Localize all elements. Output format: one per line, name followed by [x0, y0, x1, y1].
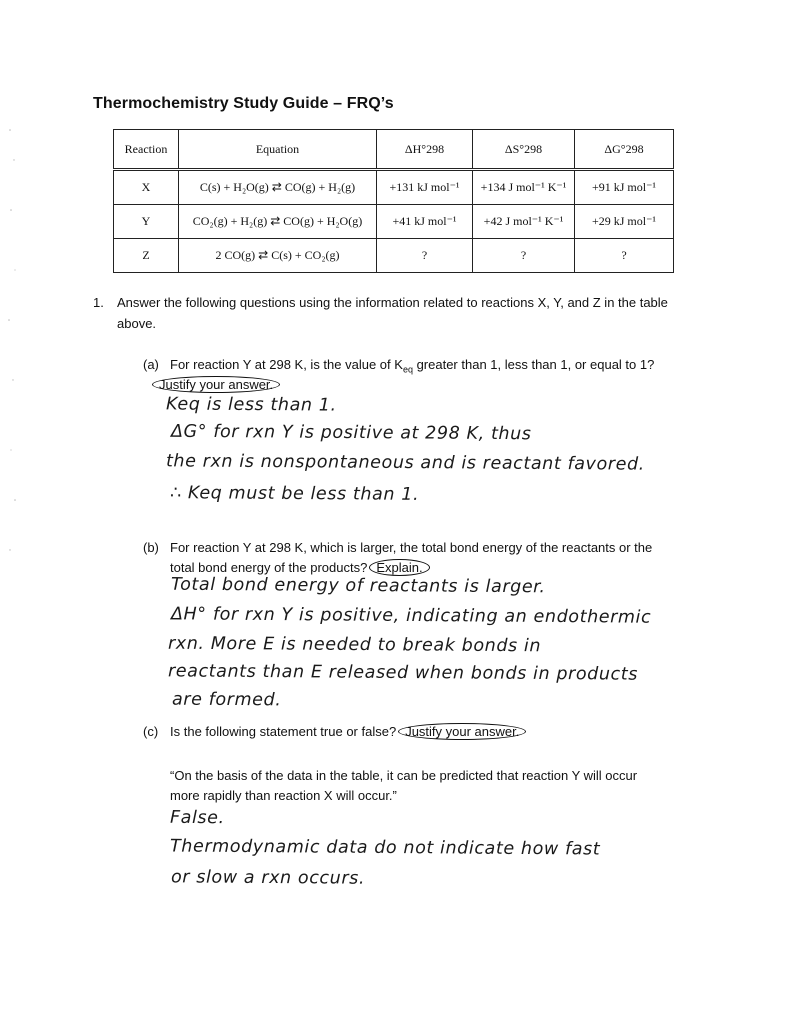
- scan-speckle: [6, 120, 20, 620]
- answer-c-line: Thermodynamic data do not indicate how fast: [169, 836, 601, 860]
- part-a-prompt: [150, 374, 280, 395]
- table-row: [114, 170, 674, 205]
- answer-b-line: are formed.: [171, 689, 282, 711]
- cell-delta-s: +42 J mol⁻¹ K⁻¹: [473, 205, 575, 239]
- answer-b-line: Total bond energy of reactants is larger.: [170, 574, 546, 598]
- answer-a-line: ∴ Keq must be less than 1.: [169, 483, 420, 505]
- table-row: [114, 205, 674, 239]
- justify-oval: Justify your answer.: [152, 376, 280, 393]
- part-a-text-tail: greater than 1, less than 1, or equal to 1?: [412, 357, 655, 372]
- cell-equation: 2 CO(g) ⇄ C(s) + CO₂(g): [179, 239, 377, 273]
- cell-delta-g: +29 kJ mol⁻¹: [575, 205, 674, 239]
- header-delta-g: ΔG°298: [575, 130, 674, 170]
- question-text: Answer the following questions using the information related to reactions X, Y, and Z in the table above.: [117, 295, 668, 331]
- cell-delta-h: +41 kJ mol⁻¹: [377, 205, 473, 239]
- answer-c-line: False.: [169, 807, 225, 829]
- justify-oval: Justify your answer.: [398, 723, 526, 740]
- answer-b-line: ΔH° for rxn Y is positive, indicating an endothermic: [170, 604, 652, 628]
- header-delta-s: ΔS°298: [473, 130, 575, 170]
- keq-subscript: eq: [402, 364, 413, 375]
- question-number: 1.: [93, 295, 104, 310]
- part-a-text: For reaction Y at 298 K, is the value of K: [170, 357, 403, 372]
- quote-line: more rapidly than reaction X will occur.”: [170, 788, 397, 803]
- quote-line: “On the basis of the data in the table, it can be predicted that reaction Y will occur: [170, 768, 638, 783]
- part-b-line1: For reaction Y at 298 K, which is larger, the total bond energy of the reactants or the: [170, 540, 653, 555]
- cell-delta-g: +91 kJ mol⁻¹: [575, 170, 674, 205]
- header-reaction: Reaction: [114, 130, 179, 170]
- answer-b-line: rxn. More E is needed to break bonds in: [167, 633, 542, 657]
- explain-oval: Explain.: [369, 559, 429, 576]
- answer-c-line: or slow a rxn occurs.: [170, 867, 366, 889]
- part-b-line2-text: total bond energy of the products?: [170, 560, 368, 575]
- cell-reaction: X: [114, 170, 179, 205]
- table-header-row: [114, 130, 674, 170]
- part-c-label: (c): [143, 724, 159, 739]
- part-b-label: (b): [143, 540, 159, 555]
- header-delta-h: ΔH°298: [377, 130, 473, 170]
- cell-equation: C(s) + H₂O(g) ⇄ CO(g) + H₂(g): [179, 170, 377, 205]
- page-title: Thermochemistry Study Guide – FRQ’s: [93, 95, 394, 112]
- answer-a-line: the rxn is nonspontaneous and is reactant favored.: [165, 451, 645, 475]
- part-c-question: [170, 721, 526, 742]
- header-equation: Equation: [179, 130, 377, 170]
- cell-delta-h: ?: [377, 239, 473, 273]
- thermo-data-table: [113, 129, 674, 273]
- answer-a-line: Keq is less than 1.: [165, 394, 337, 416]
- cell-reaction: Y: [114, 205, 179, 239]
- answer-a-line: ΔG° for rxn Y is positive at 298 K, thus: [170, 421, 532, 445]
- part-c-text: Is the following statement true or false?: [170, 724, 397, 739]
- cell-delta-g: ?: [575, 239, 674, 273]
- answer-b-line: reactants than E released when bonds in products: [167, 661, 639, 685]
- part-a-label: (a): [143, 357, 159, 372]
- cell-reaction: Z: [114, 239, 179, 273]
- cell-delta-s: ?: [473, 239, 575, 273]
- table-row: [114, 239, 674, 273]
- cell-delta-h: +131 kJ mol⁻¹: [377, 170, 473, 205]
- cell-equation: CO₂(g) + H₂(g) ⇄ CO(g) + H₂O(g): [179, 205, 377, 239]
- cell-delta-s: +134 J mol⁻¹ K⁻¹: [473, 170, 575, 205]
